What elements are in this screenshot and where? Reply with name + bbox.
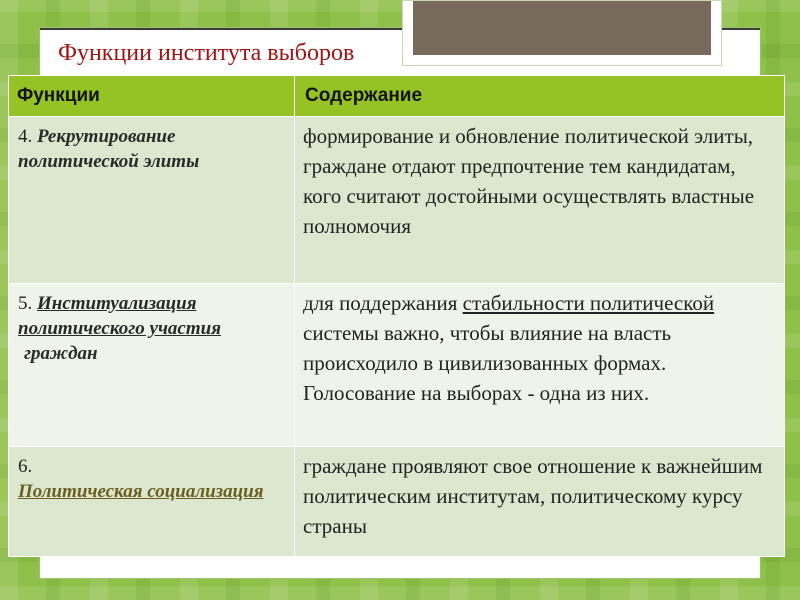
content-text-pre: для поддержания (303, 290, 463, 315)
photo-placeholder (413, 1, 711, 55)
content-cell (295, 447, 785, 557)
table-row (9, 283, 785, 447)
functions-table (8, 75, 785, 557)
slide-title: Функции института выборов (58, 40, 355, 66)
header-content: Содержание (295, 76, 785, 117)
content-text: граждане проявляют свое отношение к важнейшим политическим институтам, политическому курсу страны (303, 454, 763, 539)
function-number: 6. (18, 456, 33, 478)
function-cell (9, 117, 295, 284)
table-row (9, 117, 785, 284)
table-row (9, 447, 785, 557)
content-text: формирование и обновление политической элиты, граждане отдают предпочтение тем кандидатам, кого считают достойными осуществлять властные полномочия (303, 124, 755, 238)
content-link[interactable]: стабильности политической (462, 290, 715, 315)
function-cell (9, 283, 295, 447)
function-number: 5. (18, 292, 37, 314)
function-name-link[interactable]: Институализация политического участия (18, 292, 221, 339)
content-cell (295, 283, 785, 447)
function-name: Рекрутирование политической элиты (18, 126, 200, 172)
content-cell (295, 117, 785, 284)
content-text-post: системы важно, чтобы влияние на власть происходило в цивилизованных формах. Голосование на выборах - одна из них. (303, 320, 672, 405)
header-functions: Функции (9, 76, 295, 117)
function-name-link[interactable]: Политическая социализация (18, 481, 264, 503)
photo-frame (402, 0, 722, 66)
function-name-sub: граждан (24, 342, 98, 364)
table-header-row (9, 76, 785, 117)
function-number: 4. (18, 126, 37, 147)
function-cell (9, 447, 295, 557)
